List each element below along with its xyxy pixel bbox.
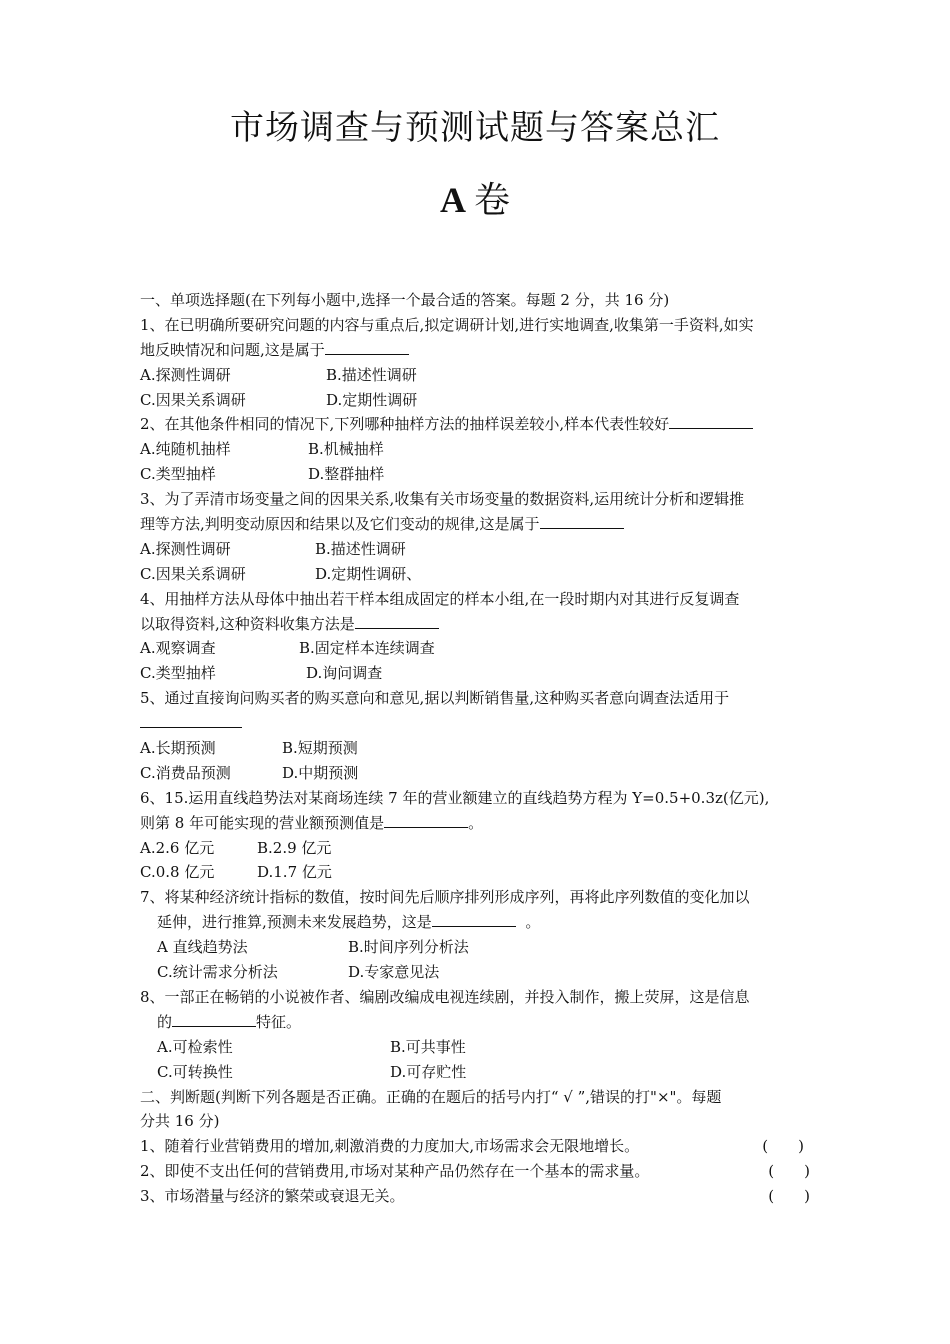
option-c: C.0.8 亿元 [140,863,215,882]
option-a: A.长期预测 [140,739,216,758]
answer-blank [384,813,468,828]
option-b: B.固定样本连续调查 [299,639,435,658]
answer-parentheses: ( ) [762,1137,804,1156]
q7-options-ab [140,935,812,960]
q8-line2 [140,1010,812,1035]
q4-line1: 4、用抽样方法从母体中抽出若干样本组成固定的样本小组,在一段时期内对其进行反复调查 [140,589,740,608]
option-d: D.中期预测 [282,763,359,782]
q1-options-ab [140,363,812,388]
subtitle-text: 卷 [473,180,510,221]
judge-item-3 [140,1184,812,1209]
q8-line1: 8、一部正在畅销的小说被作者、编剧改编成电视连续剧，并投入制作，搬上荧屏，这是信息 [140,987,750,1006]
option-c: C.因果关系调研 [140,564,246,583]
q6-options-ab [140,836,812,861]
answer-blank [355,614,439,629]
judge-item-1 [140,1134,812,1159]
judge-item-text: 3、市场潜量与经济的繁荣或衰退无关。 [140,1187,405,1206]
q8-options-ab [140,1035,812,1060]
answer-blank [432,912,516,927]
option-d: D.定期性调研 [326,390,418,409]
option-d: D.定期性调研、 [315,564,422,583]
option-c: C.类型抽样 [140,465,216,484]
answer-blank [669,414,753,429]
option-d: D.可存贮性 [390,1062,467,1081]
judge-item-text: 1、随着行业营销费用的增加,刺激消费的力度加大,市场需求会无限地增长。 [140,1137,640,1156]
q1-line1: 1、在已明确所要研究问题的内容与重点后,拟定调研计划,进行实地调查,收集第一手资料,如实 [140,315,754,334]
q8-options-cd [140,1060,812,1085]
option-c: C.消费品预测 [140,763,231,782]
option-a: A.纯随机抽样 [140,440,231,459]
q2-line1 [140,412,812,437]
option-b: B.描述性调研 [315,539,406,558]
q4-options-cd [140,661,812,686]
option-a: A.观察调查 [140,639,216,658]
answer-blank [172,1012,256,1027]
option-b: B.2.9 亿元 [257,838,332,857]
q6-options-cd [140,860,812,885]
q4-line2 [140,612,812,637]
q3-line1: 3、为了弄清市场变量之间的因果关系,收集有关市场变量的数据资料,运用统计分析和逻辑推 [140,490,745,509]
section1-heading: 一、单项选择题(在下列每小题中,选择一个最合适的答案。每题 2 分，共 16 分) [140,291,670,309]
q6-line2-text: 则第 8 年可能实现的营业额预测值是 [140,813,385,832]
q7-line2 [140,910,812,935]
q8-line2-end: 特征。 [256,1012,302,1031]
q2-options-ab [140,437,812,462]
option-b: B.可共事性 [390,1037,466,1056]
q4-line2-text: 以取得资料,这种资料收集方法是 [140,614,355,633]
section2-heading-line2: 分共 16 分) [140,1112,220,1131]
q3-line2 [140,512,812,537]
judge-item-text: 2、即使不支出任何的营销费用,市场对某种产品仍然存在一个基本的需求量。 [140,1162,650,1181]
exam-body [140,288,812,1209]
section2-heading-line1: 二、判断题(判断下列各题是否正确。正确的在题后的括号内打“ √ ”,错误的打"×"。每题 [140,1087,722,1106]
option-c: C.类型抽样 [140,664,216,683]
option-a: A.探测性调研 [140,539,231,558]
q6-line1: 6、15.运用直线趋势法对某商场连续 7 年的营业额建立的直线趋势方程为 Y=0.5+0.3z(亿元), [140,788,770,807]
q5-line1: 5、通过直接询问购买者的购买意向和意见,据以判断销售量,这种购买者意向调查法适用于 [140,689,730,708]
q3-options-cd [140,562,812,587]
q5-options-cd [140,761,812,786]
judge-item-2 [140,1159,812,1184]
document-title: 市场调查与预测试题与答案总汇 [230,108,720,148]
answer-blank [140,713,242,728]
answer-parentheses: ( ) [768,1162,810,1181]
option-b: B.描述性调研 [326,365,417,384]
answer-blank [325,340,409,355]
q1-line2-text: 地反映情况和问题,这是属于 [140,340,325,359]
option-d: D.询问调查 [306,664,383,683]
q6-line2-end: 。 [468,813,484,832]
option-a: A.2.6 亿元 [140,838,215,857]
option-c: C.可转换性 [157,1062,233,1081]
option-c: C.统计需求分析法 [157,963,278,982]
q7-options-cd [140,960,812,985]
option-a: A.可检索性 [157,1037,233,1056]
q3-options-ab [140,537,812,562]
subtitle-letter: A [439,180,466,220]
q2-options-cd [140,462,812,487]
q6-line2 [140,811,812,836]
q1-options-cd [140,388,812,413]
q5-line2 [140,711,812,736]
q3-line2-text: 理等方法,判明变动原因和结果以及它们变动的规律,这是属于 [140,515,540,534]
answer-blank [540,514,624,529]
q7-line2-text: 延伸，进行推算,预测未来发展趋势，这是 [157,913,432,932]
q8-line2-text: 的 [157,1012,173,1031]
q2-line1-text: 2、在其他条件相同的情况下,下列哪种抽样方法的抽样误差较小,样本代表性较好 [140,415,670,434]
option-d: D.1.7 亿元 [257,863,332,882]
q4-options-ab [140,636,812,661]
document-subtitle [0,172,950,223]
option-d: D.整群抽样 [308,465,385,484]
option-b: B.时间序列分析法 [348,938,469,957]
option-b: B.机械抽样 [308,440,384,459]
option-b: B.短期预测 [282,739,358,758]
q7-line2-end: 。 [525,913,541,932]
q7-line1: 7、将某种经济统计指标的数值，按时间先后顺序排列形成序列，再将此序列数值的变化加以 [140,888,750,907]
option-a: A 直线趋势法 [157,938,248,957]
option-a: A.探测性调研 [140,365,231,384]
answer-parentheses: ( ) [768,1187,810,1206]
q1-line2 [140,338,812,363]
option-c: C.因果关系调研 [140,390,246,409]
option-d: D.专家意见法 [348,963,440,982]
q5-options-ab [140,736,812,761]
